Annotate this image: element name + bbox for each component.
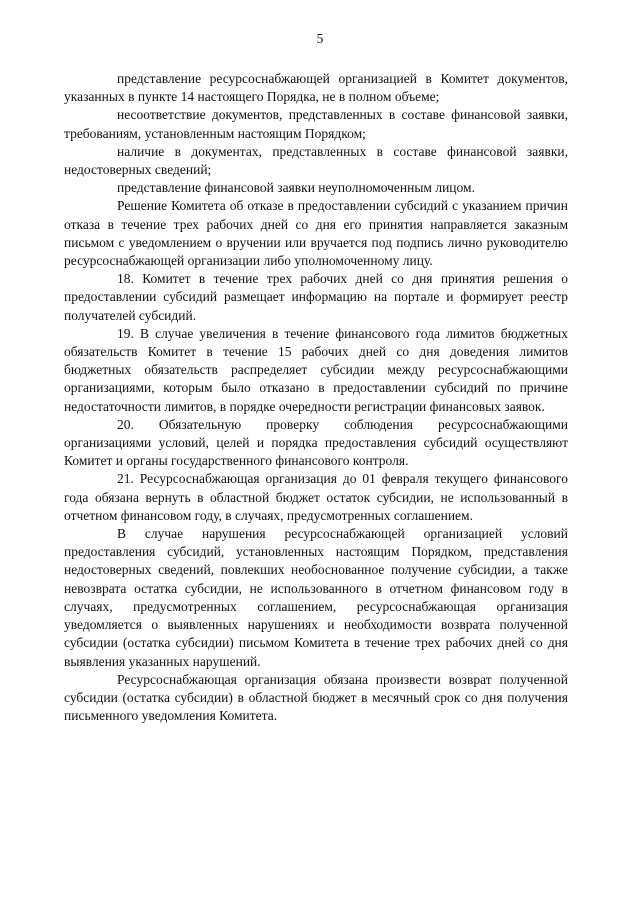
- paragraph-clause-20: 20. Обязательную проверку соблюдения ресурсоснабжающими организациями условий, целей и порядка предоставления субсидий осуществляют Комитет и органы государственного финансового контроля.: [64, 416, 568, 469]
- paragraph-refusal-decision-notice: Решение Комитета об отказе в предоставлении субсидий с указанием причин отказа в течение трех рабочих дней со дня его принятия направляется заказным письмом с уведомлением о вручении или вручается под подпись лично руководителю ресурсоснабжающей организации либо уполномоченному лицу.: [64, 198, 568, 269]
- document-body: [64, 70, 568, 725]
- paragraph-violation-notice: В случае нарушения ресурсоснабжающей организацией условий предоставления субсидий, установленных настоящим Порядком, представления недостоверных сведений, повлекших необоснованное получение субсидии, а также невозврата остатка субсидии, не использованного в отчетном финансовом году в случаях, предусмотренных соглашением, ресурсоснабжающая организация уведомляется о выявленных нарушениях и необходимости возврата полученной субсидии (остатка субсидии) письмом Комитета в течение трех рабочих дней со дня выявления указанных нарушений.: [64, 526, 568, 669]
- paragraph-clause-18: 18. Комитет в течение трех рабочих дней со дня принятия решения о предоставлении субсидий размещает информацию на портале и формирует реестр получателей субсидий.: [64, 271, 568, 323]
- paragraph-clause-21: 21. Ресурсоснабжающая организация до 01 февраля текущего финансового года обязана вернуть в областной бюджет остаток субсидии, не использованный в отчетном финансовом году, в случаях, предусмотренных соглашением.: [64, 471, 568, 523]
- paragraph-refusal-reason-unauthorized-person: представление финансовой заявки неуполномоченным лицом.: [117, 180, 475, 196]
- paragraph-clause-19: 19. В случае увеличения в течение финансового года лимитов бюджетных обязательств Комитет в течение 15 рабочих дней со дня доведения лимитов бюджетных обязательств распределяет субсидии между ресурсоснабжающими организациями, которым было отказано в предоставлении субсидий по причине недостаточности лимитов, в порядке очередности регистрации финансовых заявок.: [64, 325, 568, 414]
- paragraph-refusal-reason-incomplete-documents: представление ресурсоснабжающей организацией в Комитет документов, указанных в пункте 14 настоящего Порядка, не в полном объеме;: [64, 71, 568, 105]
- paragraph-refund-obligation: Ресурсоснабжающая организация обязана произвести возврат полученной субсидии (остатка субсидии) в областной бюджет в месячный срок со дня получения письменного уведомления Комитета.: [64, 671, 568, 724]
- paragraph-refusal-reason-nonconforming-documents: несоответствие документов, представленных в составе финансовой заявки, требованиям, установленным настоящим Порядком;: [64, 107, 568, 141]
- page-number: 5: [316, 31, 324, 46]
- paragraph-refusal-reason-false-information: наличие в документах, представленных в составе финансовой заявки, недостоверных сведений;: [64, 143, 568, 178]
